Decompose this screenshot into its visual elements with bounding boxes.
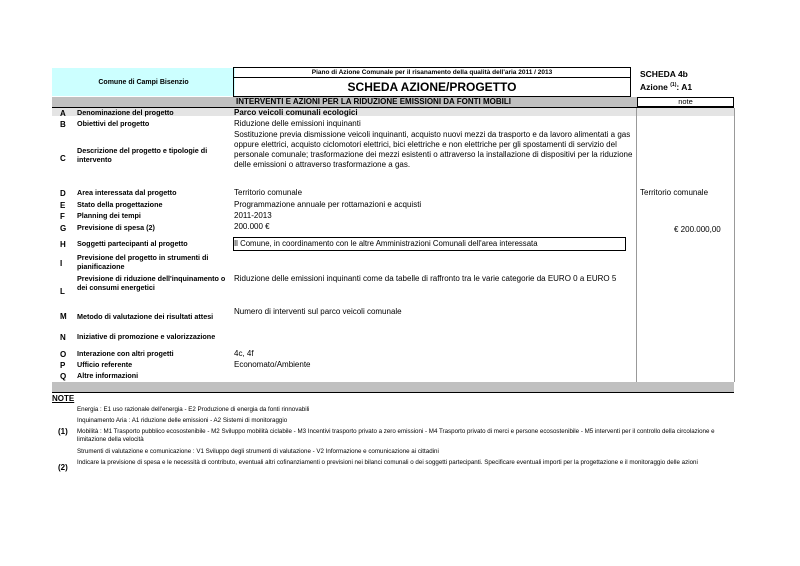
row-letter: P xyxy=(60,361,66,370)
footnote-number-2: (2) xyxy=(58,463,68,472)
row-label: Soggetti partecipanti al progetto xyxy=(77,239,188,248)
row-letter: O xyxy=(60,350,67,359)
row-letter: Q xyxy=(60,372,67,381)
row-letter: B xyxy=(60,120,66,129)
bottom-separator xyxy=(52,392,734,393)
row-value: Riduzione delle emissioni inquinanti xyxy=(234,119,361,128)
azione-label xyxy=(640,82,692,92)
row-note: € 200.000,00 xyxy=(674,225,721,234)
row-label: Interazione con altri progetti xyxy=(77,349,174,358)
row-letter: D xyxy=(60,189,66,198)
row-label: Ufficio referente xyxy=(77,360,133,369)
notes-title: NOTE xyxy=(52,394,75,403)
row-value: Numero di interventi sul parco veicoli comunale xyxy=(234,307,402,316)
row-value: 4c, 4f xyxy=(234,349,254,358)
row-letter: N xyxy=(60,333,66,342)
row-label: Descrizione del progetto e tipologie di intervento xyxy=(77,146,208,164)
row-letter: F xyxy=(60,212,65,221)
row-note: Territorio comunale xyxy=(640,188,709,197)
row-label: Previsione di spesa (2) xyxy=(77,223,155,232)
footnote-strumenti: Strumenti di valutazione e comunicazione : V1 Sviluppo degli strumenti di valutazione - V2 Informazione e comunicazione ai cittadini xyxy=(77,448,439,455)
row-value: Sostituzione previa dismissione veicoli inquinanti, acquisto nuovi mezzi da trasporto e da lavoro alimentati a gas oppure elettrici, acquisto ciclomotori elettrici, bici elettriche e non elettriche per gli spostamenti di servizio del personale comunale; trasformazione dei mezzi esistenti o attraverso la installazione di dispositivi per la riduzione delle emissioni o attraverso trasformazione a gas. xyxy=(234,130,633,169)
row-value: Il Comune, in coordinamento con le altre Amministrazioni Comunali dell'area interessata xyxy=(234,239,538,248)
row-value: 2011-2013 xyxy=(234,211,272,220)
row-letter: M xyxy=(60,312,67,321)
scheda-title: SCHEDA AZIONE/PROGETTO xyxy=(347,80,517,94)
footnote-inquinamento: Inquinamento Aria : A1 riduzione delle emissioni - A2 Sistemi di monitoraggio xyxy=(77,417,288,424)
row-value: 200.000 € xyxy=(234,222,270,231)
azione-text: Azione xyxy=(640,82,668,92)
row-label: Previsione di riduzione dell'inquinamento o dei consumi energetici xyxy=(77,274,226,292)
row-value: Programmazione annuale per rottamazioni e acquisti xyxy=(234,200,422,209)
row-label: Iniziative di promozione e valorizzazione xyxy=(77,332,216,341)
row-letter: L xyxy=(60,287,65,296)
scheda-number: SCHEDA 4b xyxy=(640,69,688,79)
right-border xyxy=(734,108,735,382)
row-label: Planning dei tempi xyxy=(77,211,141,220)
row-label: Obiettivi del progetto xyxy=(77,119,150,128)
row-letter: H xyxy=(60,240,66,249)
plan-title: Piano di Azione Comunale per il risanamento della qualità dell'aria 2011 / 2013 xyxy=(233,68,631,78)
municipality-cell: Comune di Campi Bisenzio xyxy=(52,68,235,96)
bottom-band xyxy=(52,382,734,392)
row-value: Territorio comunale xyxy=(234,188,303,197)
footnote-mobilita: Mobilità : M1 Trasporto pubblico ecosostenibile - M2 Sviluppo mobilità ciclabile - M3 Incentivi trasporto privato a zero emissioni - M4 Trasporto privato di merci e persone ecosostenibile - M5 interventi per il controllo della circolazione e limitazione della velocità xyxy=(77,428,715,443)
footnote-spesa: Indicare la previsione di spesa e le necessità di contributo, eventuali altri cofinanziamenti o previsioni nei bilanci comunali o dei soggetti partecipanti. Specificare eventuali importi per la progettazione e il monitoraggio delle azioni xyxy=(77,459,698,466)
footnote-energia: Energia : E1 uso razionale dell'energia - E2 Produzione di energia da fonti rinnovabili xyxy=(77,406,310,413)
row-value: Parco veicoli comunali ecologici xyxy=(234,108,358,117)
row-label: Stato della progettazione xyxy=(77,200,163,209)
row-label: Altre informazioni xyxy=(77,371,139,380)
row-letter: A xyxy=(60,109,66,118)
row-letter: C xyxy=(60,154,66,163)
row-label: Previsione del progetto in strumenti di pianificazione xyxy=(77,253,209,271)
row-value: Economato/Ambiente xyxy=(234,360,311,369)
row-letter: I xyxy=(60,259,63,268)
row-label: Denominazione del progetto xyxy=(77,108,174,117)
row-label: Metodo di valutazione dei risultati attesi xyxy=(77,312,214,321)
row-label: Area interessata dal progetto xyxy=(77,188,177,197)
footnote-number-1: (1) xyxy=(58,427,68,436)
note-column-divider xyxy=(636,108,637,382)
row-letter: E xyxy=(60,201,66,210)
section-title: INTERVENTI E AZIONI PER LA RIDUZIONE EMISSIONI DA FONTI MOBILI xyxy=(236,97,511,106)
azione-value: : A1 xyxy=(676,82,693,92)
azione-sup: (1) xyxy=(670,82,677,89)
row-value: Riduzione delle emissioni inquinanti come da tabelle di raffronto tra le varie categorie da EURO 0 a EURO 5 xyxy=(234,274,617,283)
row-letter: G xyxy=(60,224,67,233)
note-header: note xyxy=(637,97,734,107)
